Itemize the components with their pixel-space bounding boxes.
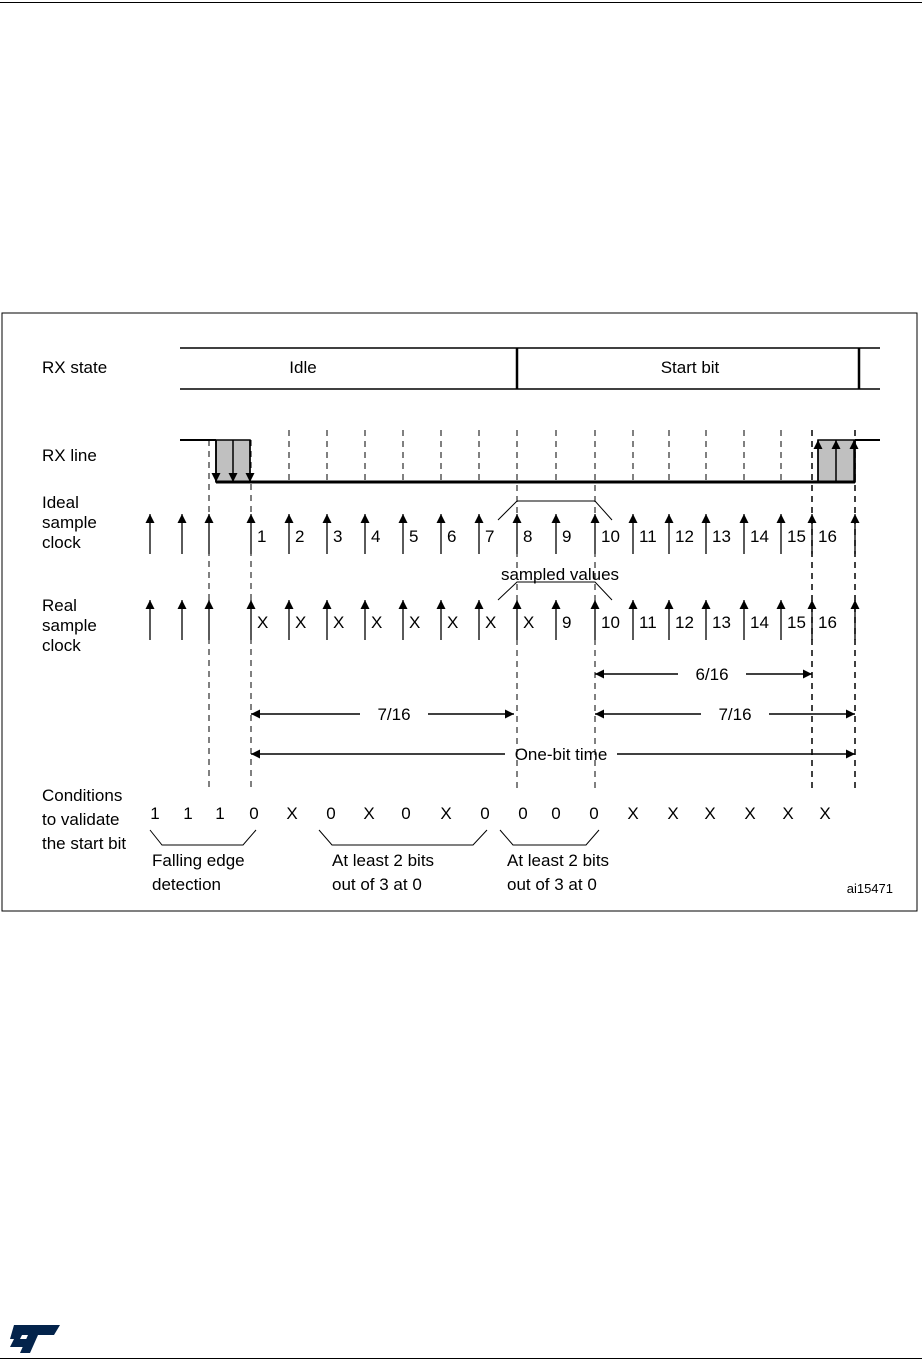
six-sixteenths-label: 6/16	[695, 665, 729, 684]
condition-value-11: 0	[551, 804, 561, 823]
condition-value-4: X	[286, 804, 298, 823]
ideal-sample-label-16: 16	[818, 527, 837, 546]
condition-braces	[150, 830, 599, 845]
group1-label-2: out of 3 at 0	[332, 875, 422, 894]
ideal-sample-label-5: 5	[409, 527, 419, 546]
falling-edge-label-1: Falling edge	[152, 851, 245, 870]
ideal-clock-label-2: sample	[42, 513, 97, 532]
real-sample-label-8: X	[523, 613, 535, 632]
real-sample-label-6: X	[447, 613, 459, 632]
ideal-sample-label-11: 11	[639, 527, 657, 546]
brace-group-1	[319, 830, 487, 845]
conditions-label-1: Conditions	[42, 786, 123, 805]
ideal-sample-label-3: 3	[333, 527, 343, 546]
ideal-sample-label-10: 10	[601, 527, 620, 546]
ideal-sample-label-2: 2	[295, 527, 305, 546]
real-sample-label-5: X	[409, 613, 421, 632]
real-clock-label-1: Real	[42, 596, 77, 615]
seven-sixteenths-right-label: 7/16	[718, 705, 752, 724]
condition-value-0: 1	[150, 804, 160, 823]
condition-value-12: 0	[589, 804, 599, 823]
ideal-sample-label-9: 9	[562, 527, 572, 546]
real-sample-label-12: 12	[675, 613, 694, 632]
real-sample-label-15: 15	[787, 613, 806, 632]
st-logo-icon	[8, 1323, 62, 1355]
condition-value-13: X	[627, 804, 639, 823]
conditions-label-2: to validate	[42, 810, 120, 829]
ideal-sample-label-4: 4	[371, 527, 381, 546]
rx-line-label: RX line	[42, 446, 97, 465]
real-sample-label-7: X	[485, 613, 497, 632]
condition-value-2: 1	[215, 804, 225, 823]
conditions-label-3: the start bit	[42, 834, 127, 853]
figure-frame	[2, 313, 917, 911]
real-sample-label-10: 10	[601, 613, 620, 632]
group1-label-1: At least 2 bits	[332, 851, 435, 870]
ideal-sample-label-7: 7	[485, 527, 495, 546]
ideal-sample-label-6: 6	[447, 527, 457, 546]
condition-value-10: 0	[518, 804, 528, 823]
rx-line-waveform	[180, 440, 880, 482]
real-sample-label-2: X	[295, 613, 307, 632]
ideal-sample-label-14: 14	[750, 527, 769, 546]
rx-state-label: RX state	[42, 358, 108, 377]
condition-value-5: 0	[326, 804, 336, 823]
falling-edge-label-2: detection	[152, 875, 221, 894]
condition-value-1: 1	[183, 804, 193, 823]
real-clock-label-2: sample	[42, 616, 97, 635]
ideal-sample-label-8: 8	[523, 527, 533, 546]
real-sample-label-9: 9	[562, 613, 572, 632]
condition-value-7: 0	[401, 804, 411, 823]
ideal-sample-label-12: 12	[675, 527, 694, 546]
condition-value-9: 0	[480, 804, 490, 823]
one-bit-time-label: One-bit time	[514, 745, 608, 764]
ideal-clock-label-3: clock	[42, 533, 81, 552]
rx-state-bus	[180, 348, 880, 389]
condition-value-17: X	[782, 804, 794, 823]
seven-sixteenths-left-label: 7/16	[377, 705, 411, 724]
figure-id: ai15471	[846, 881, 893, 896]
start-bit-state-label: Start bit	[660, 358, 720, 377]
real-sample-label-1: X	[257, 613, 269, 632]
condition-value-16: X	[744, 804, 756, 823]
ideal-sample-label-13: 13	[712, 527, 731, 546]
group2-label-1: At least 2 bits	[507, 851, 610, 870]
condition-value-18: X	[819, 804, 831, 823]
ideal-sample-label-1: 1	[257, 527, 267, 546]
ideal-clock-label-1: Ideal	[42, 493, 79, 512]
ideal-sample-label-15: 15	[787, 527, 806, 546]
condition-value-6: X	[363, 804, 375, 823]
sample-grid-lines	[209, 430, 855, 790]
real-sample-label-16: 16	[818, 613, 837, 632]
real-sample-label-3: X	[333, 613, 345, 632]
rx-edge-arrows	[216, 440, 854, 482]
conditions-values	[150, 804, 830, 823]
real-sample-label-11: 11	[639, 613, 657, 632]
brace-falling-edge	[150, 830, 256, 845]
idle-state-label: Idle	[289, 358, 317, 377]
condition-value-8: X	[440, 804, 452, 823]
real-clock-label-3: clock	[42, 636, 81, 655]
real-sample-label-4: X	[371, 613, 383, 632]
condition-value-14: X	[667, 804, 679, 823]
real-sample-label-13: 13	[712, 613, 731, 632]
real-sample-clock	[150, 600, 855, 640]
sampled-values-label: sampled values	[500, 565, 620, 584]
condition-value-3: 0	[249, 804, 259, 823]
ideal-sample-clock	[150, 514, 855, 554]
real-sample-label-14: 14	[750, 613, 769, 632]
brace-group-2	[500, 830, 599, 845]
group2-label-2: out of 3 at 0	[507, 875, 597, 894]
condition-value-15: X	[704, 804, 716, 823]
